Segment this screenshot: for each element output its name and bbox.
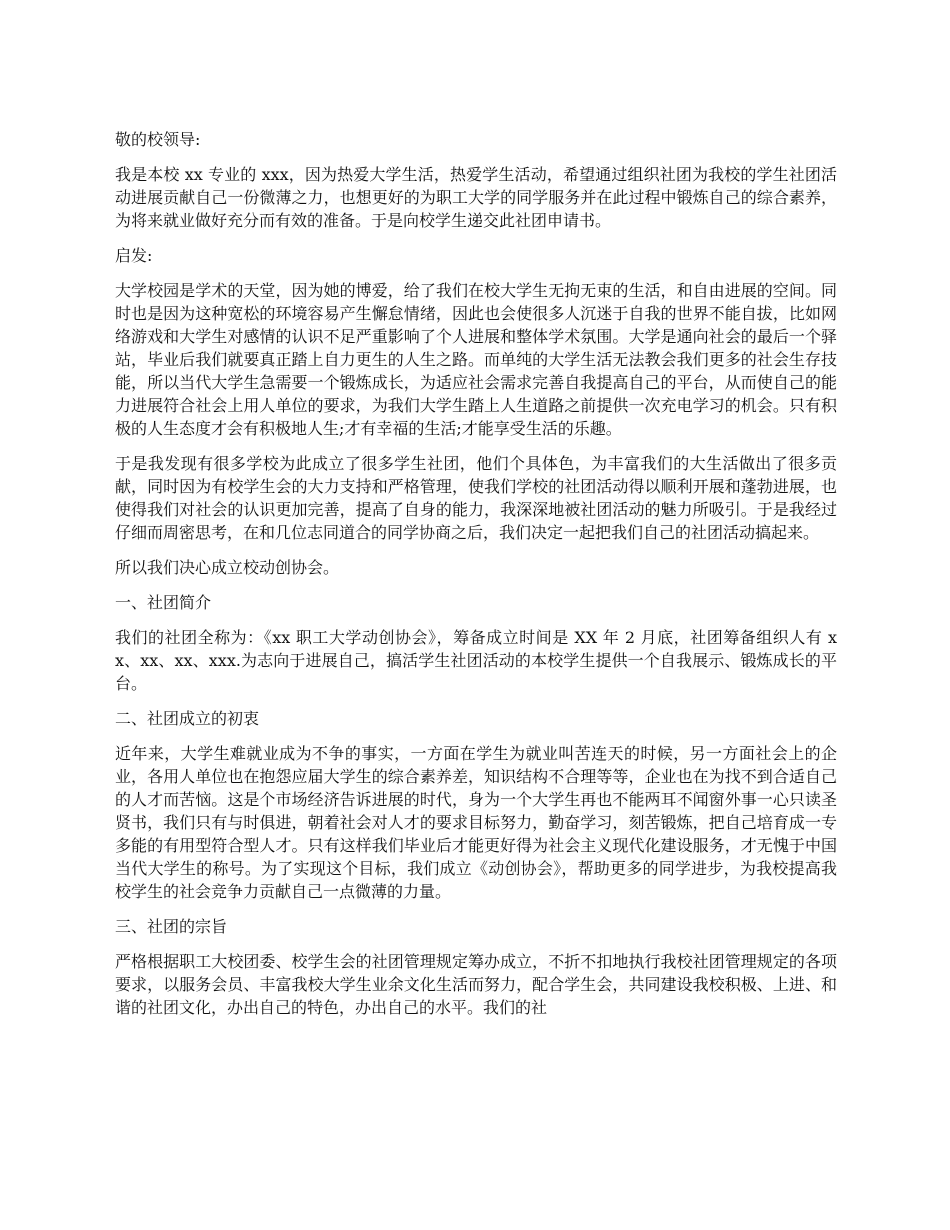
discovery-paragraph: 于是我发现有很多学校为此成立了很多学生社团，他们个具体色，为丰富我们的大生活做出了很多贡献，同时因为有校学生会的大力支持和严格管理，使我们学校的社团活动得以顺利开展和蓬勃进展，也使得我们对社会的认识更加完善，提高了自身的能力，我深深地被社团活动的魅力所吸引。于是我经过仔细而周密思考，在和几位志同道合的同学协商之后，我们决定一起把我们自己的社团活动搞起来。 — [115, 454, 837, 542]
section-heading-intro: 一、社团简介 — [115, 593, 212, 612]
salutation: 敬的校领导: — [115, 130, 201, 149]
tenet-paragraph: 严格根据职工大校团委、校学生会的社团管理规定筹办成立，不折不扣地执行我校社团管理规定的各项要求，以服务会员、丰富我校大学生业余文化生活而努力，配合学生会，共同建设我校积极、上进、和谐的社团文化，办出自己的特色，办出自己的水平。我们的社 — [115, 952, 837, 1017]
document-page — [115, 128, 837, 1031]
section-heading-purpose: 二、社团成立的初衷 — [115, 709, 260, 728]
club-intro-paragraph: 我们的社团全称为：《xx 职工大学动创协会》，筹备成立时间是 XX 年 2 月底，社团筹备组织人有 xx、xx、xx、xxx.为志向于进展自己，搞活学生社团活动的本校学生提供一个自我展示、锻炼成长的平台。 — [115, 628, 837, 693]
intro-paragraph: 我是本校 xx 专业的 xxx，因为热爱大学生活，热爱学生活动，希望通过组织社团为我校的学生社团活动进展贡献自己一份微薄之力，也想更好的为职工大学的同学服务并在此过程中锻炼自己的综合素养，为将来就业做好充分而有效的准备。于是向校学生递交此社团申请书。 — [115, 165, 837, 230]
purpose-paragraph: 近年来，大学生难就业成为不争的事实，一方面在学生为就业叫苦连天的时候，另一方面社会上的企业，各用人单位也在抱怨应届大学生的综合素养差，知识结构不合理等等，企业也在为找不到合适自己的人才而苦恼。这是个市场经济告诉进展的时代，身为一个大学生再也不能两耳不闻窗外事一心只读圣贤书，我们只有与时俱进，朝着社会对人才的要求目标努力，勤奋学习，刻苦锻炼，把自己培育成一专多能的有用型符合型人才。只有这样我们毕业后才能更好得为社会主义现代化建设服务，才无愧于中国当代大学生的称号。为了实现这个目标，我们成立《动创协会》，帮助更多的同学进步，为我校提高我校学生的社会竞争力贡献自己一点微薄的力量。 — [115, 744, 837, 901]
heading-inspiration: 启发: — [115, 246, 153, 265]
decision-paragraph: 所以我们决心成立校动创协会。 — [115, 558, 340, 577]
campus-paragraph: 大学校园是学术的天堂，因为她的博爱，给了我们在校大学生无拘无束的生活，和自由进展的空间。同时也是因为这种宽松的环境容易产生懈怠情绪，因此也会使很多人沉迷于自我的世界不能自拔，比如网络游戏和大学生对感情的认识不足严重影响了个人进展和整体学术氛围。大学是通向社会的最后一个驿站，毕业后我们就要真正踏上自力更生的人生之路。而单纯的大学生活无法教会我们更多的社会生存技能，所以当代大学生急需要一个锻炼成长，为适应社会需求完善自我提高自己的平台，从而使自己的能力进展符合社会上用人单位的要求，为我们大学生踏上人生道路之前提供一次充电学习的机会。只有积极的人生态度才会有积极地人生;才有幸福的生活;才能享受生活的乐趣。 — [115, 281, 837, 438]
section-heading-tenet: 三、社团的宗旨 — [115, 917, 228, 936]
